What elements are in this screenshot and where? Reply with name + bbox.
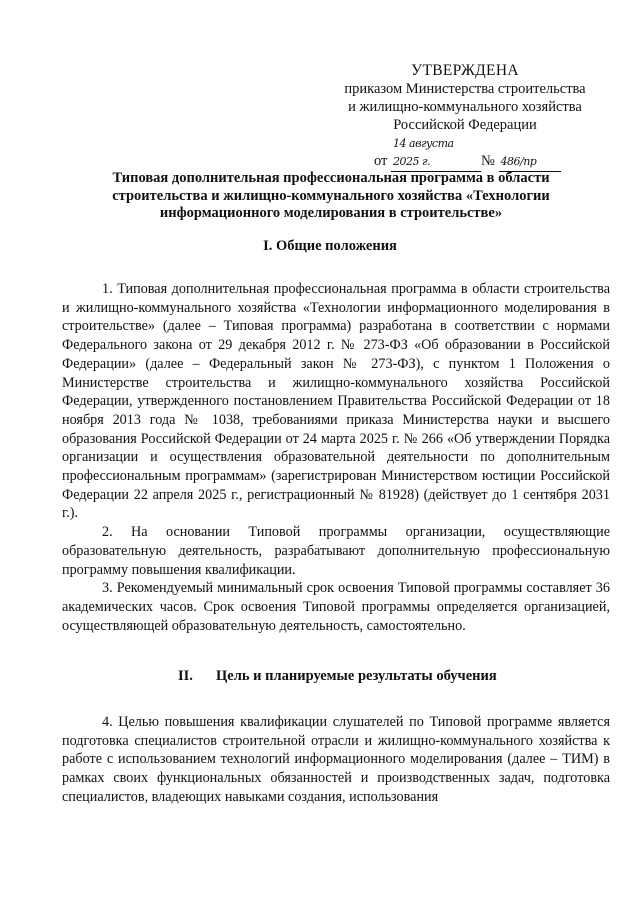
- approval-line-1: приказом Министерства строительства: [344, 81, 586, 97]
- document-title: Типовая дополнительная профессиональная программа в области строительства и жилищно-коммунального хозяйства «Технологии информационного моделирования в строительстве»: [112, 170, 550, 221]
- section-2-body: [62, 713, 610, 807]
- order-number-handwritten: 486/пр: [499, 153, 561, 172]
- number-label: №: [481, 153, 495, 169]
- approval-line-2: и жилищно-коммунального хозяйства: [348, 99, 582, 115]
- section-2-number: II.: [178, 668, 193, 684]
- from-label: от: [374, 153, 388, 169]
- approval-heading: УТВЕРЖДЕНА: [411, 62, 519, 79]
- paragraph-2: 2. На основании Типовой программы организации, осуществляющие образовательную деятельность, разрабатывают дополнительную профессиональную программу повышения квалификации.: [62, 524, 610, 578]
- section-1-heading: I. Общие положения: [263, 238, 397, 254]
- approval-line-3: Российской Федерации: [393, 117, 537, 133]
- order-date-handwritten: 14 августа 2025 г.: [391, 135, 481, 172]
- order-date-number-line: [330, 135, 600, 172]
- section-1-body: [62, 280, 610, 635]
- paragraph-4: 4. Целью повышения квалификации слушателей по Типовой программе является подготовка специалистов строительной отрасли и жилищно-коммунального хозяйства к работе с использованием технологий информационного моделирования (далее – ТИМ) в рамках своих функциональных обязанностей и производственных задач, подготовка специалистов, владеющих навыками создания, использования: [62, 714, 610, 805]
- section-2-title: Цель и планируемые результаты обучения: [216, 668, 497, 684]
- approval-stamp-block: [330, 62, 600, 172]
- section-2-heading: [178, 668, 538, 685]
- paragraph-1: 1. Типовая дополнительная профессиональная программа в области строительства и жилищно-коммунального хозяйства «Технологии информационного моделирования в строительстве» (далее – Типовая программа) разработана в соответствии с нормами Федерального закона от 29 декабря 2012 г. № 273-ФЗ «Об образовании в Российской Федерации» (далее – Федеральный закон № 273-ФЗ), с пунктом 1 Положения о Министерстве строительства и жилищно-коммунального хозяйства Российской Федерации, утвержденного постановлением Правительства Российской Федерации от 18 ноября 2013 года № 1038, требованиями приказа Министерства науки и высшего образования Российской Федерации от 24 марта 2025 г. № 266 «Об утверждении Порядка организации и осуществления образовательной деятельности по дополнительным профессиональным программам» (зарегистрирован Министерством юстиции Российской Федерации 22 апреля 2025 г., регистрационный № 81928) (действует до 1 сентября 2031 г.).: [62, 281, 610, 522]
- paragraph-3: 3. Рекомендуемый минимальный срок освоения Типовой программы составляет 36 академических часов. Срок освоения Типовой программы определяется организацией, осуществляющей образовательную деятельность, самостоятельно.: [62, 580, 610, 634]
